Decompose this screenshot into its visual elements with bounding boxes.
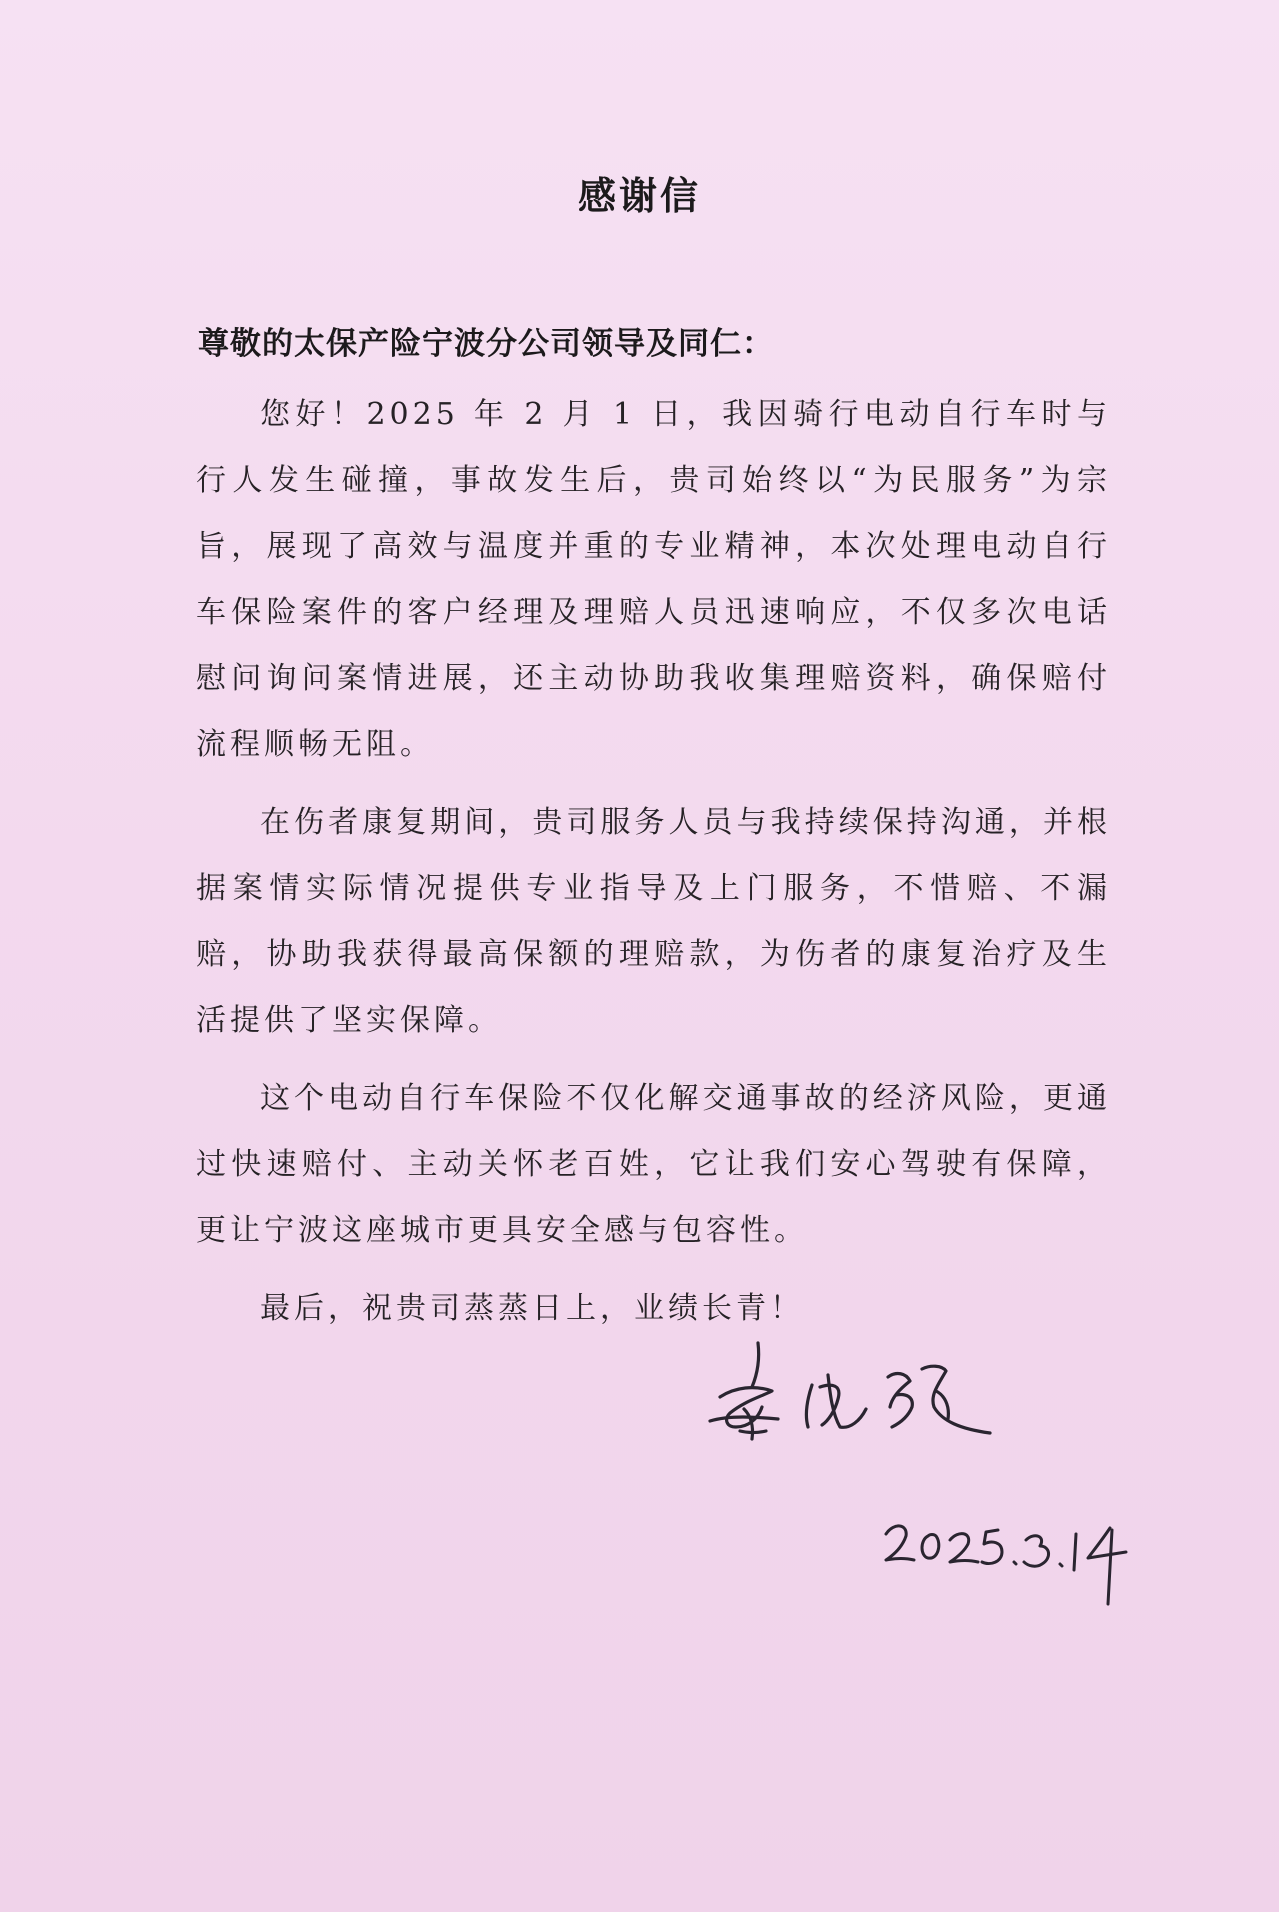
handwritten-date [880, 1500, 1140, 1610]
letter-salutation: 尊敬的太保产险宁波分公司领导及同仁： [198, 326, 774, 362]
handwritten-signature [700, 1335, 1000, 1455]
letter-paragraph-1: 您好！2025 年 2 月 1 日，我因骑行电动自行车时与行人发生碰撞，事故发生后，贵司始终以“为民服务”为宗旨，展现了高效与温度并重的专业精神，本次处理电动自行车保险案件的客户经理及理赔人员迅速响应，不仅多次电话慰问询问案情进展，还主动协助我收集理赔资料，确保赔付流程顺畅无阻。 [196, 397, 1111, 762]
letter-title: 感谢信 [577, 173, 701, 218]
letter-paragraph-closing: 最后，祝贵司蒸蒸日上，业绩长青！ [260, 1291, 804, 1326]
letter-paragraph-3: 这个电动自行车保险不仅化解交通事故的经济风险，更通过快速赔付、主动关怀老百姓，它让我们安心驾驶有保障，更让宁波这座城市更具安全感与包容性。 [196, 1081, 1111, 1248]
letter-body [196, 382, 1111, 1354]
letter-paragraph-2: 在伤者康复期间，贵司服务人员与我持续保持沟通，并根据案情实际情况提供专业指导及上门服务，不惜赔、不漏赔，协助我获得最高保额的理赔款，为伤者的康复治疗及生活提供了坚实保障。 [196, 805, 1111, 1038]
